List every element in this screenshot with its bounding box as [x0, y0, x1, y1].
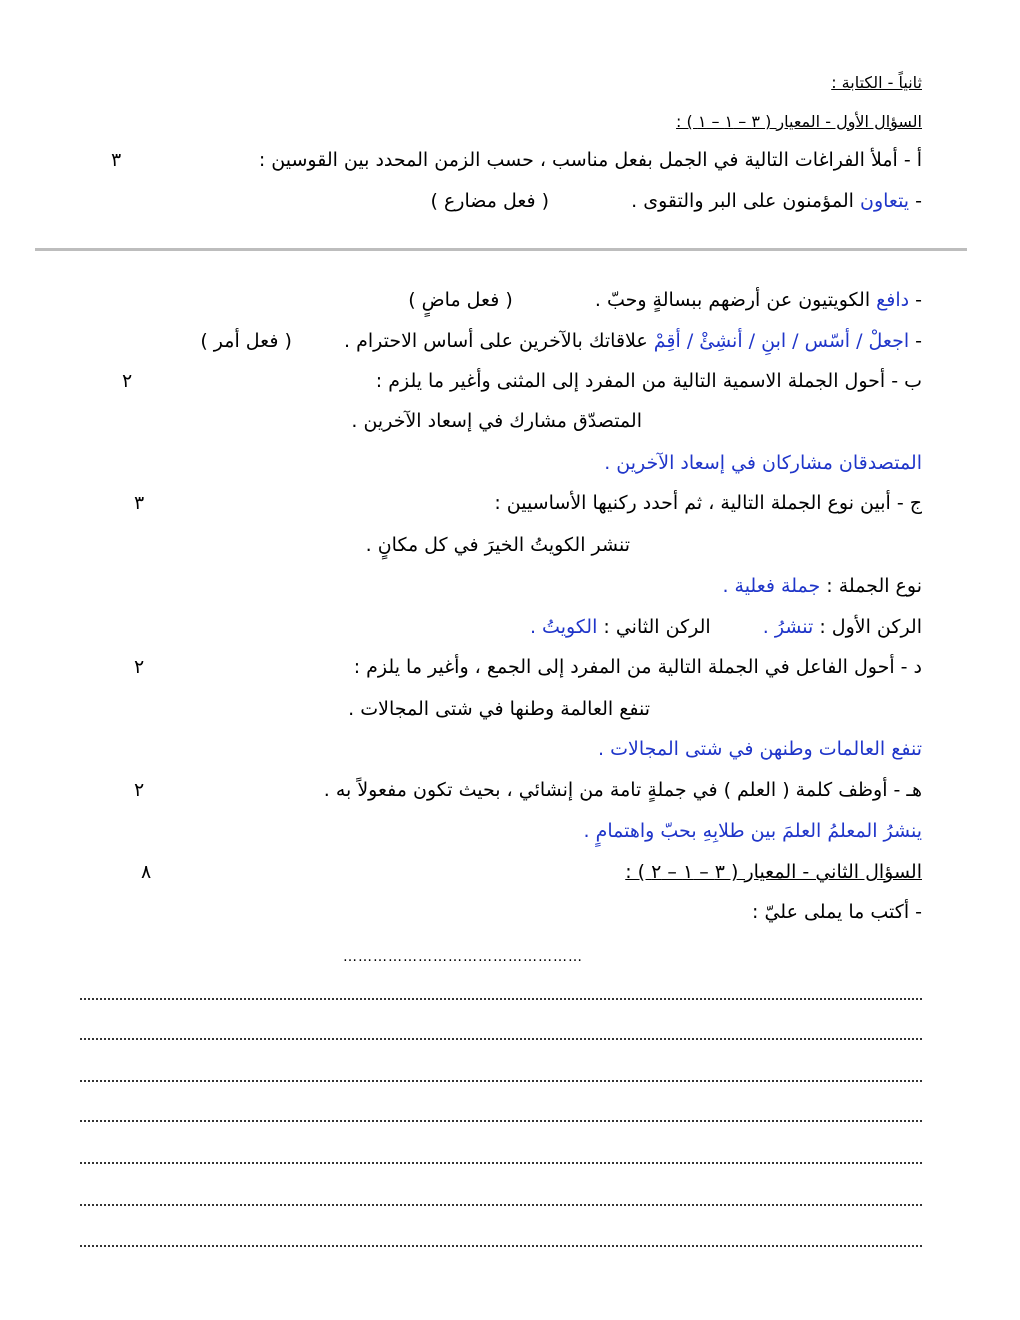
part-b-answer: المتصدقان مشاركان في إسعاد الآخرين . [604, 452, 922, 474]
first-pillar-label: الركن الأول : [819, 616, 922, 638]
part-d-score: ٢ [134, 656, 145, 678]
first-pillar-answer: تنشرُ . [762, 616, 814, 638]
dash: - [915, 330, 922, 352]
section-title: ثانياً - الكتابة : [831, 73, 922, 92]
part-d-instruction: د - أحول الفاعل في الجملة التالية من المفرد إلى الجمع ، وأغير ما يلزم : [353, 656, 922, 678]
writing-line[interactable] [80, 998, 922, 1000]
question-2-heading: السؤال الثاني - المعيار ( ٣ – ١ – ٢ ) : [625, 861, 922, 883]
second-pillar-label: الركن الثاني : [603, 616, 711, 638]
writing-line[interactable] [80, 1162, 922, 1164]
question-2-instruction: - أكتب ما يملى عليّ : [752, 901, 922, 923]
part-e-instruction: هـ - أوظف كلمة ( العلم ) في جملةٍ تامة من إنشائي ، بحيث تكون مفعولاً به . [323, 779, 922, 801]
part-a-sentence-2 [40, 287, 922, 313]
part-a-instruction: أ - أملأ الفراغات التالية في الجمل بفعل مناسب ، حسب الزمن المحدد بين القوسين : [258, 149, 922, 171]
tense-hint: ( فعل ماضٍ ) [408, 289, 513, 311]
part-b-score: ٢ [122, 370, 133, 392]
part-c-pillars [40, 614, 922, 640]
page-separator [35, 248, 967, 251]
part-c-sentence-type [40, 573, 922, 599]
tense-hint: ( فعل أمر ) [200, 330, 292, 352]
sentence-text: المؤمنون على البر والتقوى . [631, 190, 854, 212]
writing-line[interactable] [80, 1038, 922, 1040]
short-dotted-line: ………………………………………… [343, 949, 583, 965]
answer-verb: دافع [876, 289, 910, 311]
answer-verb: يتعاون [859, 190, 910, 212]
sentence-text: علاقاتك بالآخرين على أساس الاحترام . [343, 330, 648, 352]
answer-verb: اجعلْ / أسّس / ابنِ / أنشِئْ / أقِمْ [653, 330, 910, 352]
part-b-sentence: المتصدّق مشارك في إسعاد الآخرين . [351, 410, 642, 432]
part-b-instruction: ب - أحول الجملة الاسمية التالية من المفرد إلى المثنى وأغير ما يلزم : [375, 370, 922, 392]
writing-line[interactable] [80, 1204, 922, 1206]
tense-hint: ( فعل مضارع ) [430, 190, 550, 212]
part-d-sentence: تنفع العالمة وطنها في شتى المجالات . [348, 698, 650, 720]
part-a-score: ٣ [111, 149, 122, 171]
second-pillar-answer: الكويتُ . [529, 616, 598, 638]
part-a-sentence-3 [40, 328, 922, 354]
sentence-text: الكويتيون عن أرضهم ببسالةٍ وحبّ . [594, 289, 871, 311]
part-c-instruction: ج - أبين نوع الجملة التالية ، ثم أحدد ركنيها الأساسيين : [494, 492, 922, 514]
part-c-score: ٣ [134, 492, 145, 514]
writing-line[interactable] [80, 1080, 922, 1082]
part-a-sentence-1 [40, 188, 922, 214]
writing-line[interactable] [80, 1245, 922, 1247]
type-answer: جملة فعلية . [722, 575, 821, 597]
question-1-heading: السؤال الأول - المعيار ( ٣ – ١ – ١ ) : [676, 112, 922, 131]
part-c-sentence: تنشر الكويتُ الخيرَ في كل مكانٍ . [365, 534, 630, 556]
type-label: نوع الجملة : [826, 575, 922, 597]
part-e-answer: ينشرُ المعلمُ العلمَ بين طلابِهِ بحبّ واهتمامٍ . [583, 820, 922, 842]
writing-line[interactable] [80, 1120, 922, 1122]
question-2-score: ٨ [141, 861, 152, 883]
part-e-score: ٢ [134, 779, 145, 801]
dash: - [915, 190, 922, 212]
part-d-answer: تنفع العالمات وطنهن في شتى المجالات . [598, 738, 922, 760]
dash: - [915, 289, 922, 311]
